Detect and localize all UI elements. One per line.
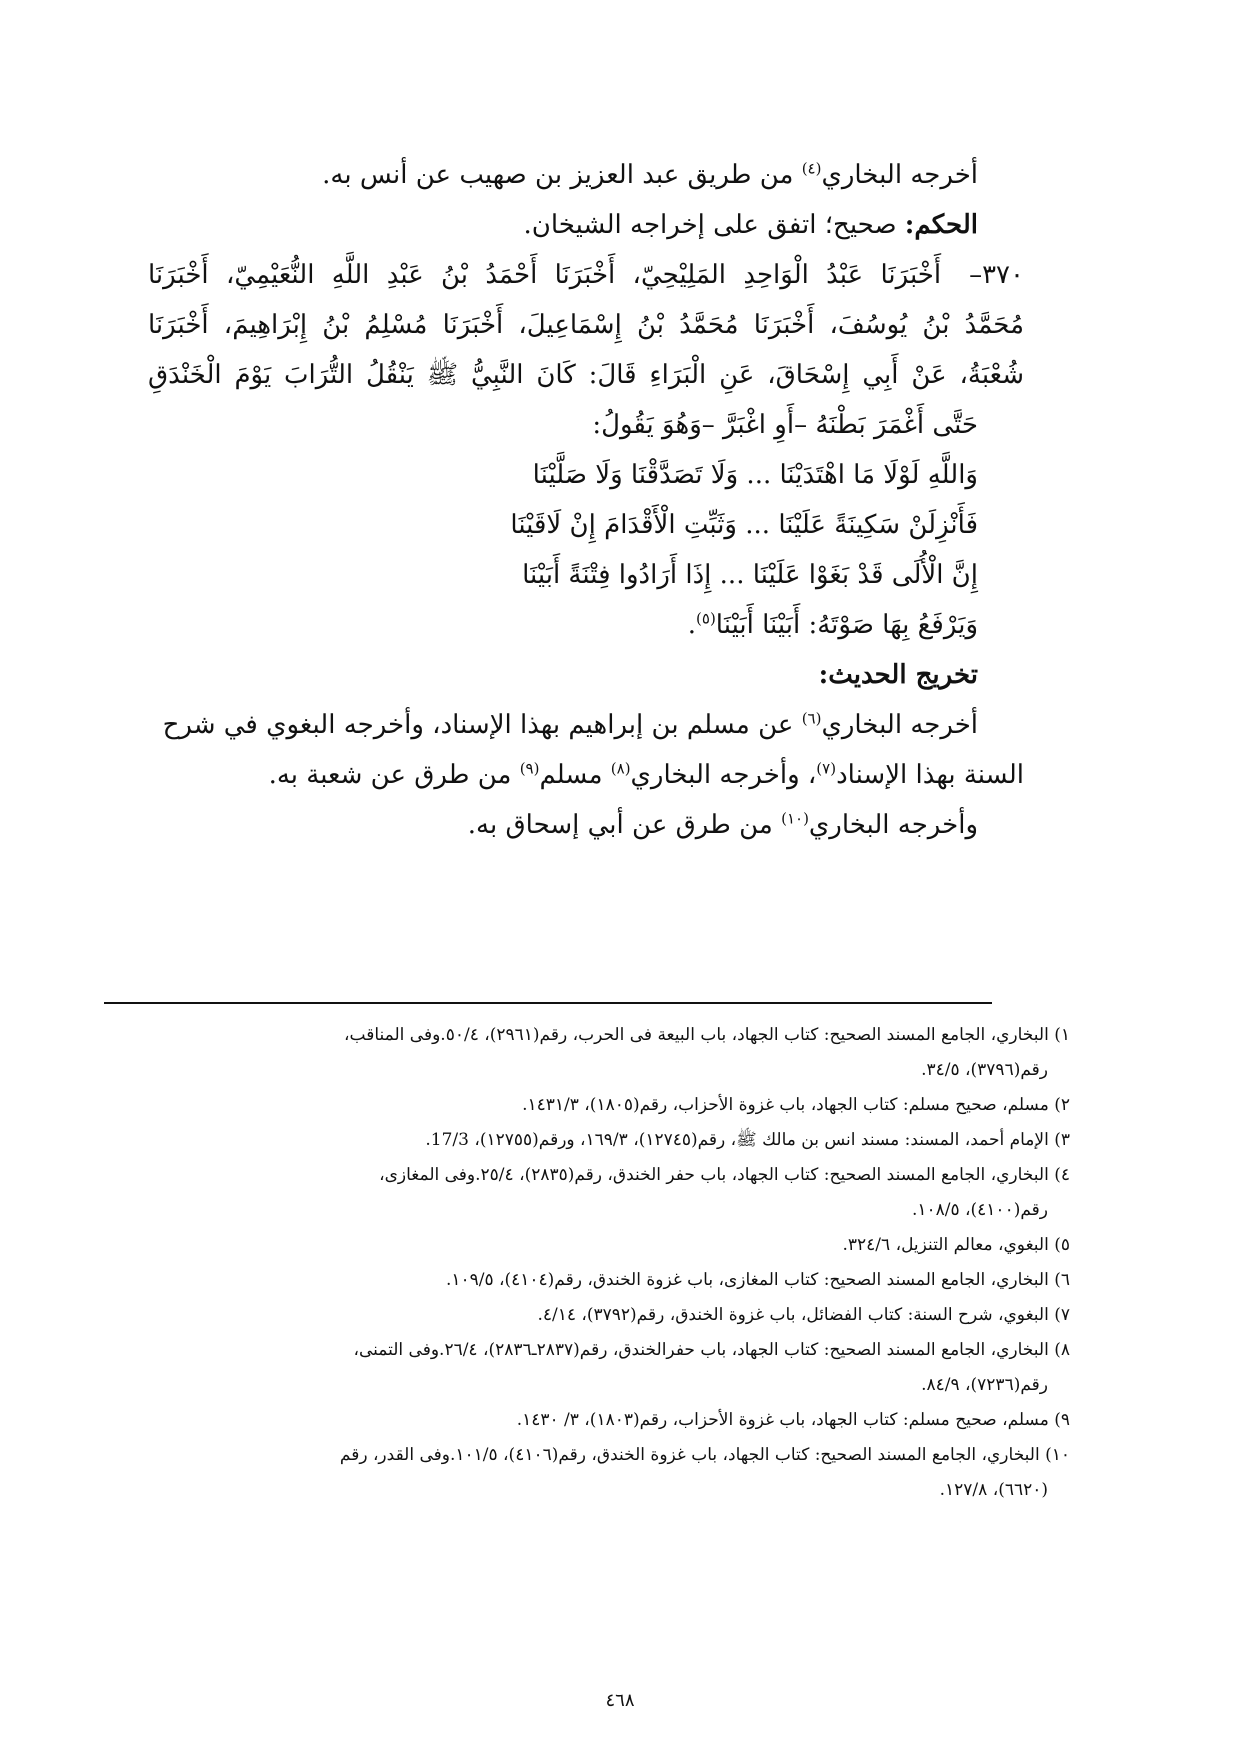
footnote-ref[interactable]: (٩) (519, 759, 540, 778)
poem-verse: وَيَرْفَعُ بِهَا صَوْتَهُ: أَبَيْنَا أَبَيْنَا$^{(٥)}$. (687, 609, 978, 640)
hukm-text: صحيح؛ اتفق على إخراجه الشيخان. (523, 210, 905, 240)
footnote-2: ٢) مسلم، صحيح مسلم: كتاب الجهاد، باب غزوة الأحزاب، رقم(١٨٠٥)، ١٤٣١/٣. (522, 1095, 1070, 1115)
footnote-10: ١٠) البخاري، الجامع المسند الصحيح: كتاب الجهاد، باب غزوة الخندق، رقم(٤١٠٦)، ١٠١/٥.وفى القدر، رقم (339, 1445, 1070, 1465)
footnote-7: ٧) البغوي، شرح السنة: كتاب الفضائل، باب غزوة الخندق، رقم(٣٧٩٢)، ٤/١٤. (537, 1305, 1070, 1325)
footnote-10-cont: (٦٦٢٠)، ١٢٧/٨. (939, 1480, 1048, 1500)
footnote-ref[interactable]: (١٠) (781, 809, 809, 828)
poem-verse: فَأَنْزِلَنْ سَكِينَةً عَلَيْنَا ... وَثَبِّتِ الْأَقْدَامَ إِنْ لَاقَيْنَا (510, 510, 978, 540)
hadith-number: ٣٧٠– (969, 260, 1024, 290)
footnote-ref[interactable]: (٨) (610, 759, 631, 778)
footnote-8-cont: رقم(٧٢٣٦)، ٨٤/٩. (921, 1375, 1048, 1395)
footnote-6: ٦) البخاري، الجامع المسند الصحيح: كتاب المغازى، باب غزوة الخندق، رقم(٤١٠٤)، ١٠٩/٥. (445, 1270, 1070, 1290)
hadith-line: مُحَمَّدُ بْنُ يُوسُفَ، أَخْبَرَنَا مُحَمَّدُ بْنُ إِسْمَاعِيلَ، أَخْبَرَنَا مُسْلِمُ بْنُ إِبْرَاهِيمَ، أَخْبَرَنَا (148, 310, 1024, 340)
footnote-separator (104, 1002, 992, 1004)
footnote-1-cont: رقم(٣٧٩٦)، ٣٤/٥. (921, 1060, 1048, 1080)
takhrij-line: أخرجه البخاري$^{(٦)}$ عن مسلم بن إبراهيم بهذا الإسناد، وأخرجه البغوي في شرح (162, 709, 978, 740)
footnote-ref[interactable]: (٧) (816, 759, 837, 778)
takhrij-line: السنة بهذا الإسناد$^{(٧)}$، وأخرجه البخاري$^{(٨)}$ مسلم$^{(٩)}$ من طرق عن شعبة به. (268, 759, 1024, 790)
footnote-3: ٣) الإمام أحمد، المسند: مسند انس بن مالك ﷺ، رقم(١٢٧٤٥)، ١٦٩/٣، ورقم(١٢٧٥٥)، 17/3. (425, 1130, 1070, 1150)
footnote-ref[interactable]: (٤) (801, 159, 822, 178)
takhrij-line: أخرجه البخاري$^{(٤)}$ من طريق عبد العزيز بن صهيب عن أنس به. (322, 159, 978, 190)
footnote-8: ٨) البخاري، الجامع المسند الصحيح: كتاب الجهاد، باب حفرالخندق، رقم(٢٨٣٧ـ٢٨٣٦)، ٢٦/٤.وفى التمنى، (353, 1340, 1070, 1360)
hadith-line: ٣٧٠–أَخْبَرَنَا عَبْدُ الْوَاحِدِ المَلِيْحِيّ، أَخْبَرَنَا أَحْمَدُ بْنُ عَبْدِ اللَّهِ النُّعَيْمِيّ، أَخْبَرَنَا (148, 260, 1024, 290)
footnote-1: ١) البخاري، الجامع المسند الصحيح: كتاب الجهاد، باب البيعة فى الحرب، رقم(٢٩٦١)، ٥٠/٤.وفى المناقب، (344, 1025, 1070, 1045)
poem-verse: إِنَّ الْأُلَى قَدْ بَغَوْا عَلَيْنَا ... إِذَا أَرَادُوا فِتْنَةً أَبَيْنَا (522, 560, 978, 590)
footnote-ref[interactable]: (٥) (696, 609, 716, 628)
footnote-4-cont: رقم(٤١٠٠)، ١٠٨/٥. (911, 1200, 1048, 1220)
hadith-line: حَتَّى أَغْمَرَ بَطْنَهُ –أَوِ اغْبَرَّ –وَهُوَ يَقُولُ: (592, 410, 978, 440)
footnote-5: ٥) البغوي، معالم التنزيل، ٣٢٤/٦. (842, 1235, 1070, 1255)
hadith-line: شُعْبَةُ، عَنْ أَبِي إِسْحَاقَ، عَنِ الْبَرَاءِ قَالَ: كَانَ النَّبِيُّ ﷺ يَنْقُلُ التُّرَابَ يَوْمَ الْخَنْدَقِ (148, 360, 1024, 390)
footnote-9: ٩) مسلم، صحيح مسلم: كتاب الجهاد، باب غزوة الأحزاب، رقم(١٨٠٣)، ٣/ ١٤٣٠. (516, 1410, 1070, 1430)
hukm-line (148, 200, 1024, 250)
footnotes (150, 1018, 1070, 1508)
page-number: ٤٦٨ (605, 1690, 635, 1711)
poem-verse: وَاللَّهِ لَوْلَا مَا اهْتَدَيْنَا ... وَلَا تَصَدَّقْنَا وَلَا صَلَّيْنَا (532, 460, 978, 490)
section-heading: تخريج الحديث: (818, 660, 978, 690)
footnote-4: ٤) البخاري، الجامع المسند الصحيح: كتاب الجهاد، باب حفر الخندق، رقم(٢٨٣٥)، ٢٥/٤.وفى المغازى، (379, 1165, 1070, 1185)
takhrij-line: وأخرجه البخاري$^{(١٠)}$ من طرق عن أبي إسحاق به. (467, 809, 978, 840)
footnote-ref[interactable]: (٦) (801, 709, 822, 728)
hukm-label: الحكم: (904, 210, 978, 240)
main-text (148, 150, 1024, 850)
